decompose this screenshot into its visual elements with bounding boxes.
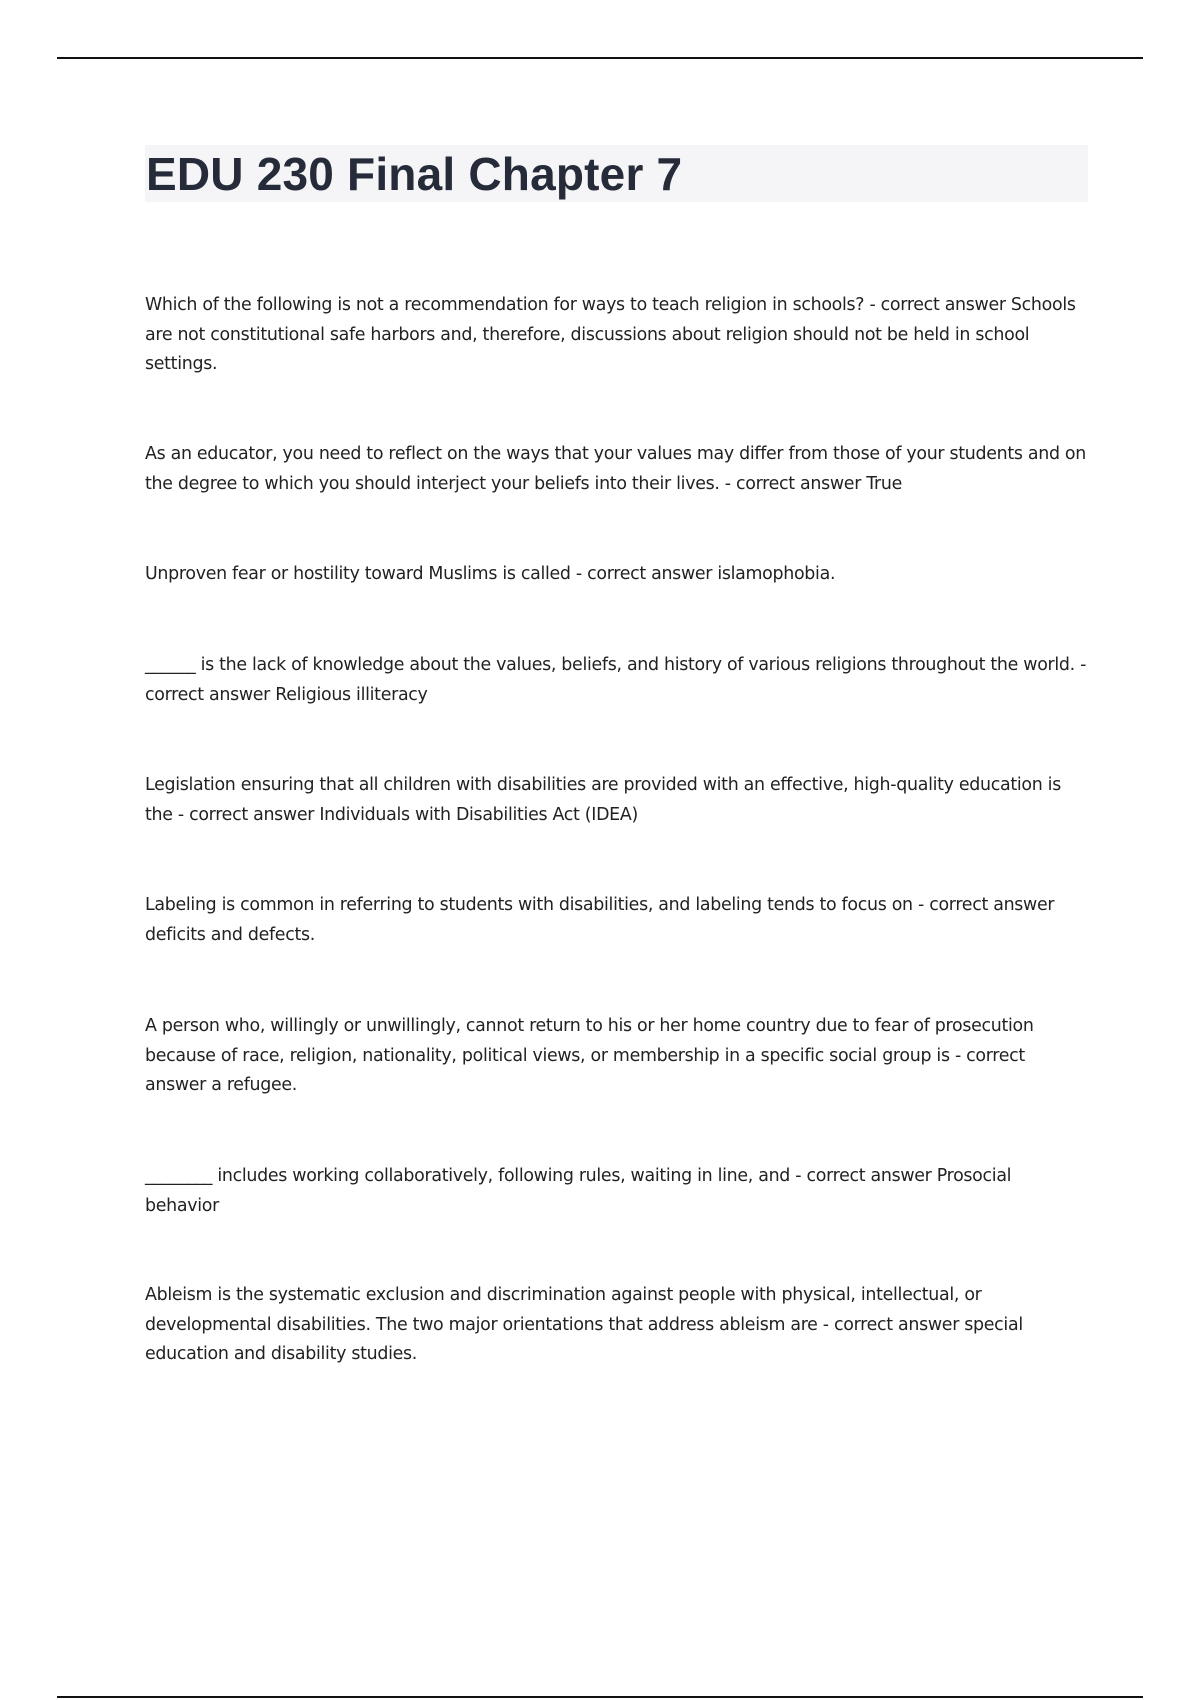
qa-item-6: Labeling is common in referring to students with disabilities, and labeling tends to focus on - correct answer deficits and defects.: [145, 895, 1055, 945]
qa-item-7: A person who, willingly or unwillingly, cannot return to his or her home country due to fear of prosecution because of race, religion, nationality, political views, or membership in a specific social group is - correct answer a refugee.: [145, 1016, 1034, 1095]
document-title: EDU 230 Final Chapter 7: [146, 148, 683, 200]
qa-item-1: Which of the following is not a recommendation for ways to teach religion in schools? - correct answer Schools are not constitutional safe harbors and, therefore, discussions about religion should not be held in school settings.: [145, 295, 1076, 374]
qa-item-8: ________ includes working collaboratively, following rules, waiting in line, and - correct answer Prosocial behavior: [145, 1166, 1012, 1216]
qa-item-2: As an educator, you need to reflect on the ways that your values may differ from those of your students and on the degree to which you should interject your beliefs into their lives. - correct answer True: [145, 444, 1086, 494]
top-rule: [57, 57, 1143, 59]
qa-item-4: ______ is the lack of knowledge about the values, beliefs, and history of various religions throughout the world. - correct answer Religious illiteracy: [145, 655, 1087, 705]
qa-item-5: Legislation ensuring that all children with disabilities are provided with an effective, high-quality education is the - correct answer Individuals with Disabilities Act (IDEA): [145, 775, 1061, 825]
qa-item-3: Unproven fear or hostility toward Muslims is called - correct answer islamophobia.: [145, 564, 836, 584]
bottom-rule: [57, 1696, 1143, 1698]
qa-item-9: Ableism is the systematic exclusion and discrimination against people with physical, intellectual, or developmental disabilities. The two major orientations that address ableism are - correct answer special education and disability studies.: [145, 1285, 1023, 1364]
